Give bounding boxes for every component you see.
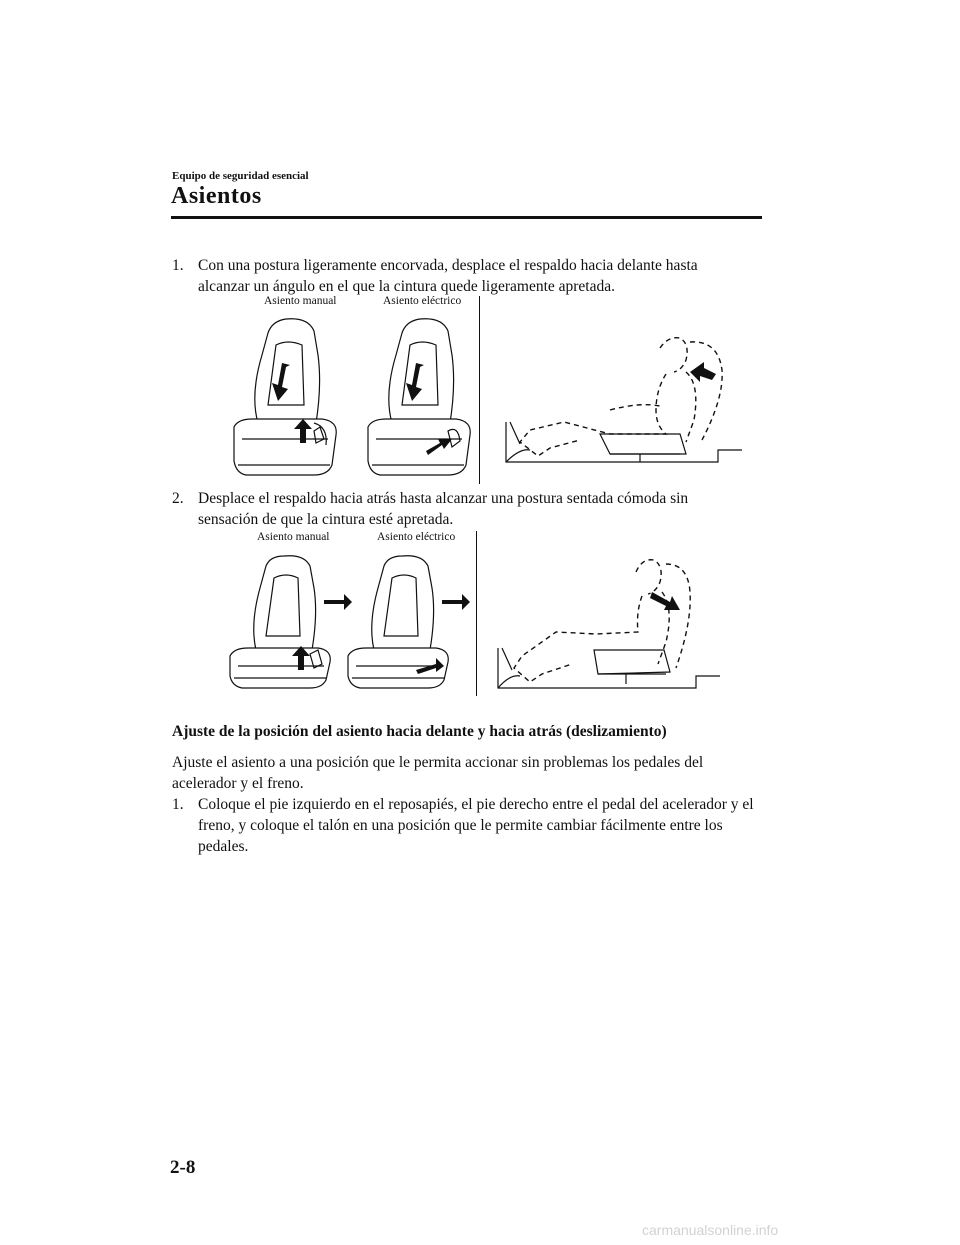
car-seat-icon xyxy=(230,556,330,688)
car-seat-icon xyxy=(368,319,470,475)
step-number: 2. xyxy=(172,490,184,507)
figure-2-divider xyxy=(476,531,477,696)
seated-person-icon xyxy=(520,338,722,456)
step-number: 1. xyxy=(172,796,184,813)
step-text: Coloque el pie izquierdo en el reposapiés, el pie derecho entre el pedal del acelerador y el freno, y coloque el talón en una posición que le permite cambiar fácilmente entre los pedales. xyxy=(198,796,754,855)
step-text: Desplace el respaldo hacia atrás hasta alcanzar una postura sentada cómoda sin sensación de que la cintura esté apretada. xyxy=(198,490,689,528)
step-text: Con una postura ligeramente encorvada, desplace el respaldo hacia delante hasta alcanzar un ángulo en el que la cintura quede ligeramente apretada. xyxy=(198,257,698,295)
figure-2-manual-seat xyxy=(226,552,361,697)
figure-2-side-view xyxy=(486,552,726,697)
step-2 xyxy=(172,488,742,530)
figure-2-electric-seat xyxy=(344,552,479,697)
slide-step-1 xyxy=(172,794,760,857)
page-title: Asientos xyxy=(171,183,262,209)
figure-1-electric-caption: Asiento eléctrico xyxy=(383,295,462,307)
seated-person-icon xyxy=(514,560,690,682)
section-label: Equipo de seguridad esencial xyxy=(172,170,309,182)
watermark: carmanualsonline.info xyxy=(642,1222,779,1238)
figure-1-manual-seat xyxy=(228,315,348,485)
figure-2-manual-caption: Asiento manual xyxy=(257,531,330,543)
figure-1-electric-seat xyxy=(362,315,482,485)
title-rule xyxy=(171,216,762,219)
arrow-icon xyxy=(650,592,680,610)
figure-1-manual-caption: Asiento manual xyxy=(264,295,337,307)
figure-1-divider xyxy=(479,296,480,484)
section-intro: Ajuste el asiento a una posición que le permita accionar sin problemas los pedales del acelerador y el freno. xyxy=(172,754,704,792)
figure-2-electric-caption: Asiento eléctrico xyxy=(377,531,456,543)
figure-1-side-view xyxy=(490,330,750,470)
arrow-icon xyxy=(442,594,470,610)
step-1 xyxy=(172,255,742,297)
step-number: 1. xyxy=(172,257,184,274)
arrow-icon xyxy=(690,362,716,382)
page-number: 2-8 xyxy=(170,1157,196,1178)
car-seat-icon xyxy=(234,319,336,475)
section-heading: Ajuste de la posición del asiento hacia delante y hacia atrás (deslizamiento) xyxy=(172,723,667,740)
